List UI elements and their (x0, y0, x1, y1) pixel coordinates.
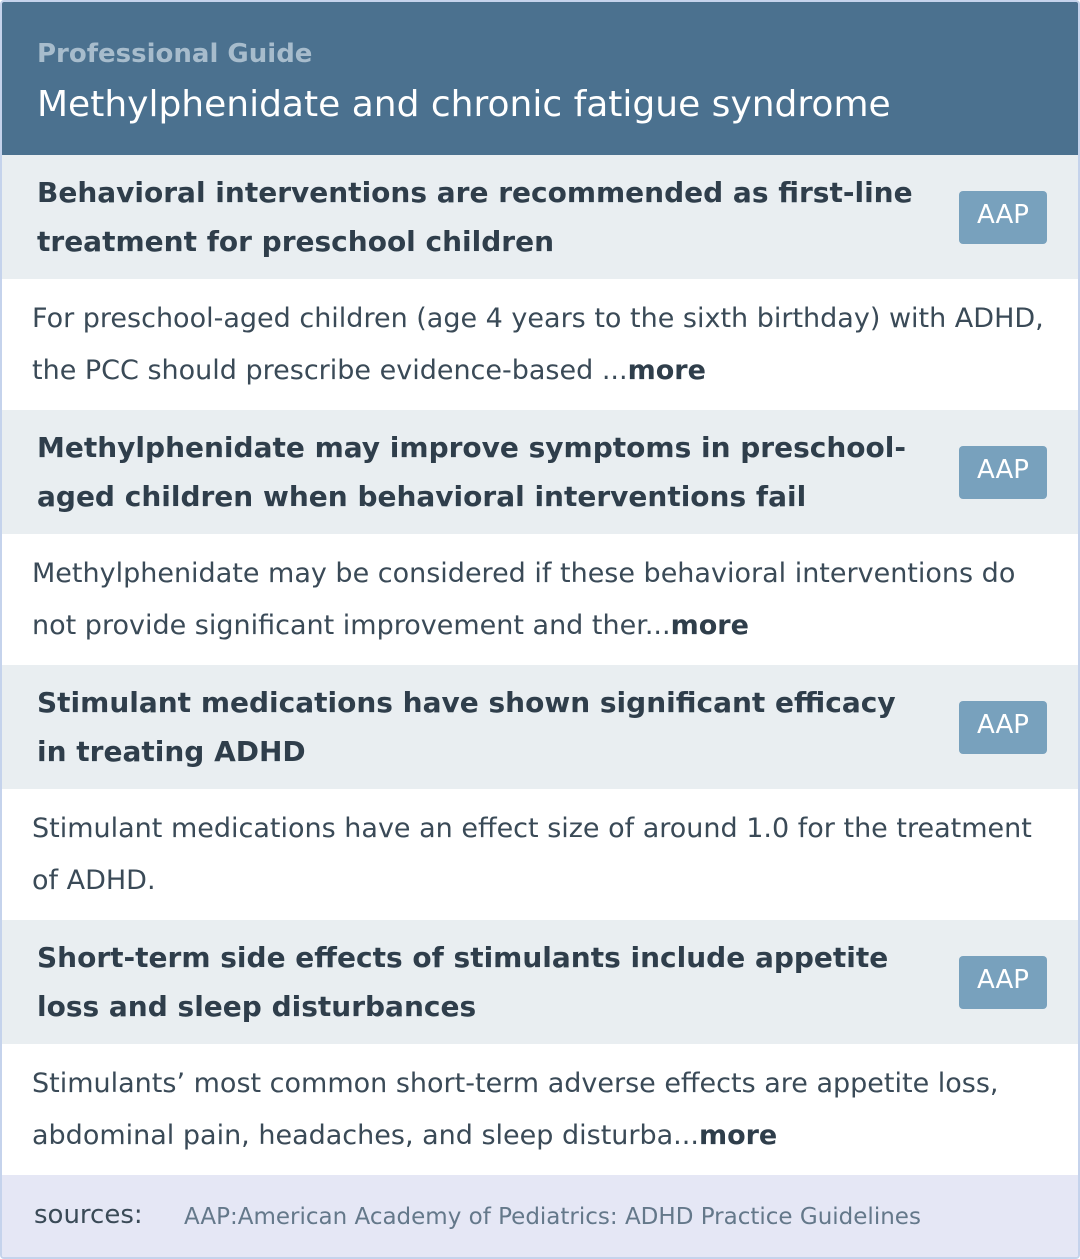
recommendation-snippet: Methylphenidate may be considered if these behavioral interventions do not provide significant improvement and ther... (32, 558, 1016, 641)
recommendation-snippet: Stimulant medications have an effect size of around 1.0 for the treatment of ADHD. (32, 813, 1032, 896)
recommendation-text (32, 293, 1062, 397)
recommendation-title: Stimulant medications have shown significant efficacy in treating ADHD (37, 686, 896, 768)
guide-header (2, 2, 1078, 155)
recommendation-header-1 (2, 155, 1078, 279)
recommendation-body-2 (2, 534, 1078, 665)
recommendation-body-1 (2, 279, 1078, 410)
sources-value: AAP:American Academy of Pediatrics: ADHD Practice Guidelines (184, 1204, 921, 1230)
recommendation-body-4 (2, 1044, 1078, 1175)
source-badge-aap[interactable]: AAP (959, 956, 1047, 1009)
more-link[interactable]: more (670, 610, 749, 641)
recommendation-title: Behavioral interventions are recommended as first-line treatment for preschool children (37, 176, 913, 258)
recommendation-text (32, 1058, 1062, 1162)
source-badge-aap[interactable]: AAP (959, 446, 1047, 499)
recommendation-header-2 (2, 410, 1078, 534)
sources-label: sources: (34, 1200, 143, 1230)
recommendation-header-3 (2, 665, 1078, 789)
recommendation-text (32, 803, 1062, 907)
source-badge-aap[interactable]: AAP (959, 191, 1047, 244)
recommendation-title: Short-term side effects of stimulants include appetite loss and sleep disturbances (37, 941, 889, 1023)
guide-title: Methylphenidate and chronic fatigue syndrome (37, 84, 891, 125)
sources-footer (2, 1175, 1078, 1257)
recommendation-header-4 (2, 920, 1078, 1044)
recommendation-body-3 (2, 789, 1078, 920)
source-badge-aap[interactable]: AAP (959, 701, 1047, 754)
more-link[interactable]: more (698, 1120, 778, 1151)
recommendation-snippet: For preschool-aged children (age 4 years to the sixth birthday) with ADHD, the PCC should prescribe evidence-based ... (32, 303, 1044, 386)
recommendation-title: Methylphenidate may improve symptoms in preschool-aged children when behavioral interventions fail (37, 431, 906, 513)
more-link[interactable]: more (627, 355, 706, 386)
guide-subtitle: Professional Guide (37, 39, 313, 69)
recommendation-snippet: Stimulants’ most common short-term adverse effects are appetite loss, abdominal pain, headaches, and sleep disturba... (32, 1068, 999, 1151)
recommendation-text (32, 548, 1062, 652)
